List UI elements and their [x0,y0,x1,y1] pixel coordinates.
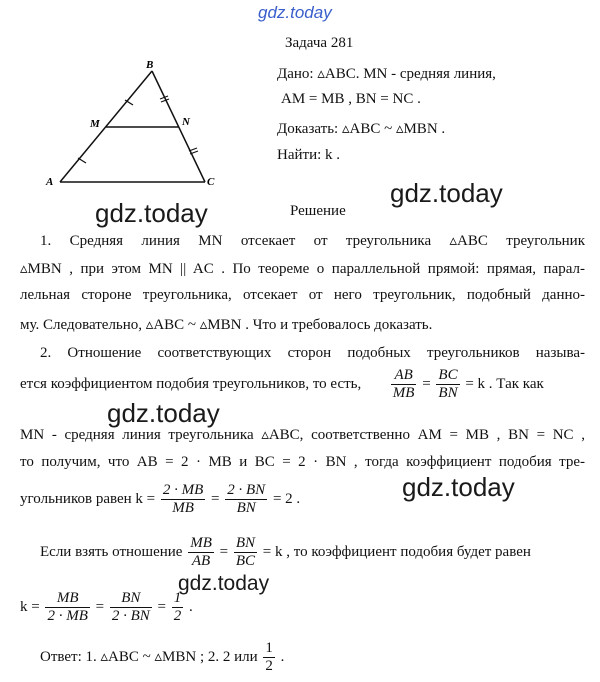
para3-line-2: k = $\frac{MB}{2 \cdot MB}$ = $\frac{BN}{2 \cdot BN}$ = $\frac{1}{2}$ . [20,590,193,624]
para2-line-1: 2. Отношение соответствующих сторон подобных треугольников называ- [40,345,585,361]
given-line-1: Дано: ▵ABC. MN - средняя линия, [277,66,496,82]
task-title: Задача 281 [285,35,354,51]
prove-line: Доказать: ▵ABC ~ ▵MBN . [277,121,446,137]
find-line: Найти: k . [277,147,341,163]
fraction-2mb-mb: $\frac{2 \cdot MB}{MB}$ [162,482,204,516]
para1-line-3: лельная стороне треугольника, отсекает от него треугольник, подобный данно- [20,287,585,303]
para2-line-2-tail: = k . Так как [465,375,544,392]
watermark-top: gdz.today [258,3,332,22]
para3-tail: = k , то коэффициент подобия будет равен [262,543,531,560]
watermark-1: gdz.today [390,178,503,208]
label-a: A [46,176,54,188]
fraction-one-half: $\frac{1}{2}$ [173,590,182,624]
answer-line [40,640,600,675]
label-n: N [182,116,190,128]
para1-line-4: му. Следовательно, ▵ABC ~ ▵MBN . Что и требовалось доказать. [20,317,433,333]
para2-line-2: ется коэффициентом подобия треугольников, то есть, $\frac{AB}{MB}$ = $\frac{BC}{BN}$ = k . Так как [20,367,544,401]
para1-line-1: 1. Средняя линия MN отсекает от треугольника ▵ABC треугольник [40,233,585,249]
watermark-2: gdz.today [95,198,208,228]
fraction-bn-2bn: $\frac{BN}{2 \cdot BN}$ [111,590,150,624]
solution-heading: Решение [290,203,346,219]
para2-line-5-text: угольников равен k = [20,490,156,507]
watermark-3: gdz.today [107,398,220,428]
para3-line-1: Если взять отношение $\frac{MB}{AB}$ = $\frac{BN}{BC}$ = k , то коэффициент подобия будет равен [40,535,531,569]
para1-line-2: ▵MBN , при этом MN || AC . По теореме о параллельной прямой: прямая, парал- [20,261,585,277]
answer-lead: Ответ: 1. ▵ABC ~ ▵MBN ; 2. 2 или [40,648,258,665]
fraction-ab-mb: $\frac{AB}{MB}$ [392,367,415,401]
answer-tail: . [280,648,285,665]
fraction-2bn-bn: $\frac{2 \cdot BN}{BN}$ [227,482,266,516]
fraction-bc-bn: $\frac{BC}{BN}$ [438,367,458,401]
watermark-4: gdz.today [402,472,515,502]
para2-line-5-tail: = 2 . [272,490,301,507]
k-tail: . [189,598,193,615]
triangle-figure [40,55,230,190]
label-b: B [146,59,154,71]
fraction-bn-bc: $\frac{BN}{BC}$ [235,535,256,569]
answer-fraction: $\frac{1}{2}$ [265,640,273,674]
para2-line-2-text: ется коэффициентом подобия треугольников, то есть, [20,375,362,392]
para3-lead: Если взять отношение [40,543,183,560]
para2-line-5: угольников равен k = $\frac{2 \cdot MB}{MB}$ = $\frac{2 \cdot BN}{BN}$ = 2 . [20,482,301,516]
label-c: C [207,176,215,188]
watermark-5: gdz.today [178,572,270,595]
para2-line-4: то получим, что AB = 2 · MB и BC = 2 · BN , тогда коэффициент подобия тре- [20,454,585,470]
label-m: M [90,118,100,130]
fraction-mb-2mb: $\frac{MB}{2 \cdot MB}$ [47,590,88,624]
tick-am [78,158,86,163]
para2-line-3: MN - средняя линия треугольника ▵ABC, соответственно AM = MB , BN = NC , [20,427,585,443]
k-lead: k = [20,598,40,615]
fraction-mb-ab: $\frac{MB}{AB}$ [190,535,212,569]
given-line-2: AM = MB , BN = NC . [281,91,421,107]
